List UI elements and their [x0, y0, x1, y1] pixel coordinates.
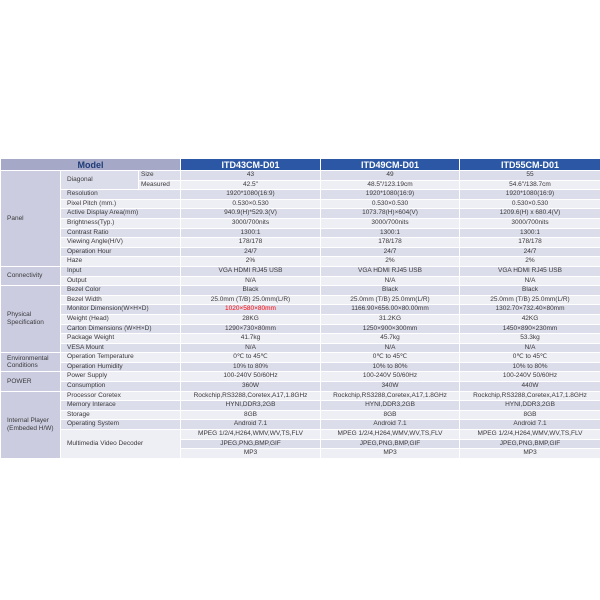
spec-value-cell: 940.9(H)*529.3(V): [181, 209, 321, 219]
category-cell: Environmental Conditions: [1, 353, 61, 372]
spec-value-cell: 2%: [181, 257, 321, 267]
spec-row: [1, 324, 600, 334]
spec-value-cell: 53.3kg: [460, 334, 600, 344]
spec-label-cell: Output: [61, 276, 181, 286]
spec-value-cell: 178/178: [460, 238, 600, 248]
spec-sublabel-cell: Size: [139, 171, 181, 181]
spec-value-cell: 10% to 80%: [460, 362, 600, 372]
spec-row: [1, 247, 600, 257]
spec-row: [1, 171, 600, 181]
spec-value-cell: 1450×890×230mm: [460, 324, 600, 334]
spec-label-cell: VESA Mount: [61, 343, 181, 353]
spec-row: [1, 314, 600, 324]
spec-row: [1, 430, 600, 440]
spec-row: [1, 382, 600, 392]
column-header-itd43cm-d01: ITD43CM-D01: [181, 159, 321, 171]
spec-value-cell: N/A: [181, 343, 321, 353]
spec-label-cell: Processor Coretex: [61, 391, 181, 401]
spec-value-cell: 100-240V 50/60Hz: [460, 372, 600, 382]
spec-value-cell: 45.7kg: [321, 334, 460, 344]
spec-value-cell: 10% to 80%: [181, 362, 321, 372]
spec-value-cell: Android 7.1: [460, 420, 600, 430]
spec-value-cell: Rockchip,RS3288,Coretex,A17,1.8GHz: [460, 391, 600, 401]
spec-label-cell: Viewing Angle(H/V): [61, 238, 181, 248]
spec-value-cell: 1166.90×656.00×80.00mm: [321, 305, 460, 315]
spec-value-cell: 1300:1: [460, 228, 600, 238]
spec-value-cell: Black: [181, 286, 321, 296]
spec-label-cell: Carton Dimensions (W×H×D): [61, 324, 181, 334]
spec-value-cell: 25.0mm (T/B) 25.0mm(L/R): [460, 295, 600, 305]
spec-value-cell: 8GB: [321, 410, 460, 420]
spec-value-cell: MPEG 1/2/4,H264,WMV,WV,TS,FLV: [460, 430, 600, 440]
spec-label-cell: Bezel Width: [61, 295, 181, 305]
spec-value-cell: 1073.78(H)×604(V): [321, 209, 460, 219]
spec-value-cell: Android 7.1: [181, 420, 321, 430]
spec-row: [1, 199, 600, 209]
spec-label-cell: Bezel Color: [61, 286, 181, 296]
spec-value-cell: 8GB: [181, 410, 321, 420]
spec-value-cell: 100-240V 50/60Hz: [321, 372, 460, 382]
spec-label-cell: Input: [61, 266, 181, 276]
spec-value-cell: JPEG,PNG,BMP,GIF: [181, 439, 321, 449]
spec-value-cell: Black: [460, 286, 600, 296]
header-row: [1, 159, 600, 171]
category-cell: Panel: [1, 171, 61, 267]
spec-value-cell: 8GB: [460, 410, 600, 420]
spec-row: [1, 286, 600, 296]
spec-value-cell: 1250×900×300mm: [321, 324, 460, 334]
spec-value-cell: JPEG,PNG,BMP,GIF: [460, 439, 600, 449]
spec-label-cell: Operation Hour: [61, 247, 181, 257]
spec-label-cell: Diagonal: [61, 171, 139, 190]
spec-value-cell: 41.7kg: [181, 334, 321, 344]
spec-value-cell: MP3: [460, 449, 600, 459]
spec-row: [1, 410, 600, 420]
spec-row: [1, 420, 600, 430]
spec-row: [1, 353, 600, 363]
spec-value-cell: Android 7.1: [321, 420, 460, 430]
category-cell: Connectivity: [1, 266, 61, 285]
spec-label-cell: Resolution: [61, 190, 181, 200]
spec-row: [1, 362, 600, 372]
spec-value-cell: 360W: [181, 382, 321, 392]
spec-row: [1, 238, 600, 248]
spec-value-cell: 24/7: [321, 247, 460, 257]
spec-label-cell: Brightness(Typ.): [61, 218, 181, 228]
spec-value-cell: 340W: [321, 382, 460, 392]
spec-value-cell: 1209.6(H) x 680.4(V): [460, 209, 600, 219]
spec-value-cell: HYNI,DDR3,2GB: [460, 401, 600, 411]
spec-value-cell: 100-240V 50/60Hz: [181, 372, 321, 382]
category-cell: Internal Player (Embeded H/W): [1, 391, 61, 458]
spec-label-cell: Contrast Ratio: [61, 228, 181, 238]
spec-table: [0, 158, 600, 459]
spec-value-cell: 1302.70×732.40×80mm: [460, 305, 600, 315]
spec-value-cell: MP3: [181, 449, 321, 459]
spec-value-cell: 31.2KG: [321, 314, 460, 324]
spec-value-cell: MPEG 1/2/4,H264,WMV,WV,TS,FLV: [321, 430, 460, 440]
spec-value-cell: 42.5": [181, 180, 321, 190]
spec-value-cell: 24/7: [460, 247, 600, 257]
category-cell: POWER: [1, 372, 61, 391]
spec-value-cell: 2%: [460, 257, 600, 267]
spec-value-cell: 0.530×0.530: [460, 199, 600, 209]
category-cell: Physical Specification: [1, 286, 61, 353]
spec-label-cell: Pixel Pitch (mm.): [61, 199, 181, 209]
spec-value-cell: 178/178: [321, 238, 460, 248]
spec-label-cell: Operation Humidity: [61, 362, 181, 372]
spec-value-cell: 48.5"/123.19cm: [321, 180, 460, 190]
spec-value-cell: N/A: [321, 343, 460, 353]
spec-value-cell: N/A: [460, 343, 600, 353]
spec-value-cell: 1300:1: [321, 228, 460, 238]
spec-value-cell: VGA HDMI RJ45 USB: [460, 266, 600, 276]
spec-row: [1, 401, 600, 411]
spec-value-cell: 440W: [460, 382, 600, 392]
spec-value-cell: HYNI,DDR3,2GB: [181, 401, 321, 411]
spec-value-cell: 24/7: [181, 247, 321, 257]
spec-value-cell: 1290×730×80mm: [181, 324, 321, 334]
spec-row: [1, 218, 600, 228]
spec-label-cell: Operation Temperature: [61, 353, 181, 363]
spec-value-cell: 0℃ to 45℃: [321, 353, 460, 363]
spec-label-cell: Operating System: [61, 420, 181, 430]
spec-value-cell: 55: [460, 171, 600, 181]
spec-value-cell: N/A: [321, 276, 460, 286]
spec-value-cell: 3000/700nits: [321, 218, 460, 228]
spec-value-cell: 1920*1080(16:9): [460, 190, 600, 200]
spec-value-cell: 25.0mm (T/B) 25.0mm(L/R): [181, 295, 321, 305]
spec-label-cell: Storage: [61, 410, 181, 420]
spec-value-cell: VGA HDMI RJ45 USB: [181, 266, 321, 276]
spec-row: [1, 257, 600, 267]
spec-value-cell: 0℃ to 45℃: [460, 353, 600, 363]
spec-row: [1, 334, 600, 344]
spec-value-cell: 1020×580×80mm: [181, 305, 321, 315]
spec-value-cell: HYNI,DDR3,2GB: [321, 401, 460, 411]
spec-row: [1, 391, 600, 401]
spec-label-cell: Power Supply: [61, 372, 181, 382]
spec-table-body: [1, 171, 600, 459]
spec-value-cell: 54.6"/138.7cm: [460, 180, 600, 190]
spec-label-cell: Package Weight: [61, 334, 181, 344]
spec-value-cell: N/A: [181, 276, 321, 286]
spec-row: [1, 372, 600, 382]
spec-value-cell: 49: [321, 171, 460, 181]
spec-row: [1, 305, 600, 315]
spec-value-cell: 43: [181, 171, 321, 181]
spec-label-cell: Active Display Area(mm): [61, 209, 181, 219]
spec-value-cell: 0.530×0.530: [321, 199, 460, 209]
spec-value-cell: 3000/700nits: [181, 218, 321, 228]
spec-value-cell: 3000/700nits: [460, 218, 600, 228]
spec-value-cell: 42KG: [460, 314, 600, 324]
spec-value-cell: 1920*1080(16:9): [181, 190, 321, 200]
spec-label-cell: Multimedia Video Decoder: [61, 430, 181, 459]
spec-row: [1, 228, 600, 238]
spec-value-cell: JPEG,PNG,BMP,GIF: [321, 439, 460, 449]
column-header-itd49cm-d01: ITD49CM-D01: [321, 159, 460, 171]
spec-row: [1, 295, 600, 305]
spec-value-cell: 0.530×0.530: [181, 199, 321, 209]
spec-value-cell: 10% to 80%: [321, 362, 460, 372]
spec-value-cell: 1300:1: [181, 228, 321, 238]
spec-value-cell: Black: [321, 286, 460, 296]
spec-label-cell: Memory Interace: [61, 401, 181, 411]
spec-value-cell: N/A: [460, 276, 600, 286]
spec-label-cell: Weight (Head): [61, 314, 181, 324]
spec-row: [1, 190, 600, 200]
spec-value-cell: 2%: [321, 257, 460, 267]
spec-value-cell: Rockchip,RS3288,Coretex,A17,1.8GHz: [321, 391, 460, 401]
spec-label-cell: Haze: [61, 257, 181, 267]
spec-value-cell: 1920*1080(16:9): [321, 190, 460, 200]
spec-value-cell: MPEG 1/2/4,H264,WMV,WV,TS,FLV: [181, 430, 321, 440]
spec-label-cell: Consumption: [61, 382, 181, 392]
spec-label-cell: Monitor Dimension(W×H×D): [61, 305, 181, 315]
spec-row: [1, 343, 600, 353]
spec-value-cell: 0℃ to 45℃: [181, 353, 321, 363]
spec-row: [1, 209, 600, 219]
spec-row: [1, 276, 600, 286]
spec-value-cell: MP3: [321, 449, 460, 459]
spec-sheet: [0, 158, 600, 459]
spec-value-cell: Rockchip,RS3288,Coretex,A17,1.8GHz: [181, 391, 321, 401]
column-header-itd55cm-d01: ITD55CM-D01: [460, 159, 600, 171]
spec-value-cell: VGA HDMI RJ45 USB: [321, 266, 460, 276]
spec-sublabel-cell: Measured: [139, 180, 181, 190]
model-header-cell: Model: [1, 159, 181, 171]
spec-value-cell: 178/178: [181, 238, 321, 248]
spec-value-cell: 28KG: [181, 314, 321, 324]
spec-row: [1, 266, 600, 276]
spec-value-cell: 25.0mm (T/B) 25.0mm(L/R): [321, 295, 460, 305]
